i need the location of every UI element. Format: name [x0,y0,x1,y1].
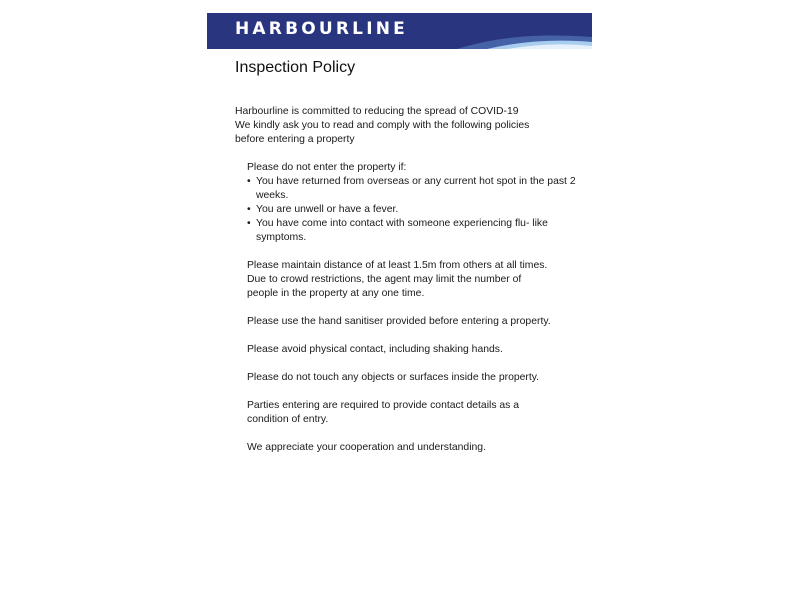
do-not-enter-section [247,161,580,245]
sanitiser-text: Please use the hand sanitiser provided before entering a property. [247,316,551,327]
sanitiser-paragraph [247,315,580,329]
distance-line: Due to crowd restrictions, the agent may limit the number of [247,274,522,285]
distance-line: Please maintain distance of at least 1.5m from others at all times. [247,260,548,271]
intro-line: Harbourline is committed to reducing the spread of COVID-19 [235,106,519,117]
contact-text: Please avoid physical contact, including shaking hands. [247,344,503,355]
list-item [247,175,580,203]
brand-logo: HARBOURLINE [235,19,408,39]
intro-line: before entering a property [235,134,355,145]
intro-paragraph [235,105,580,147]
header-banner [207,13,592,49]
document-page [207,13,592,483]
do-not-enter-list [247,175,580,245]
details-text: Parties entering are required to provide contact details as a condition of entry. [247,400,520,425]
list-item-text: You are unwell or have a fever. [256,204,399,215]
bullet-icon: • [247,204,251,215]
touch-paragraph [247,371,580,385]
page-title: Inspection Policy [235,59,356,76]
list-item [247,217,580,245]
policy-content [235,105,580,469]
touch-text: Please do not touch any objects or surfaces inside the property. [247,372,540,383]
list-item-text: You have come into contact with someone experiencing flu- like symptoms. [256,218,548,243]
intro-line: We kindly ask you to read and comply with the following policies [235,120,530,131]
do-not-enter-heading: Please do not enter the property if: [247,162,407,173]
list-item-text: You have returned from overseas or any current hot spot in the past 2 weeks. [256,176,576,201]
bullet-icon: • [247,218,251,229]
distance-paragraph [247,259,580,301]
contact-paragraph [247,343,580,357]
closing-paragraph [247,441,580,455]
distance-line: people in the property at any one time. [247,288,425,299]
details-paragraph [247,399,537,427]
bullet-icon: • [247,176,251,187]
list-item [247,203,580,217]
closing-text: We appreciate your cooperation and understanding. [247,442,486,453]
